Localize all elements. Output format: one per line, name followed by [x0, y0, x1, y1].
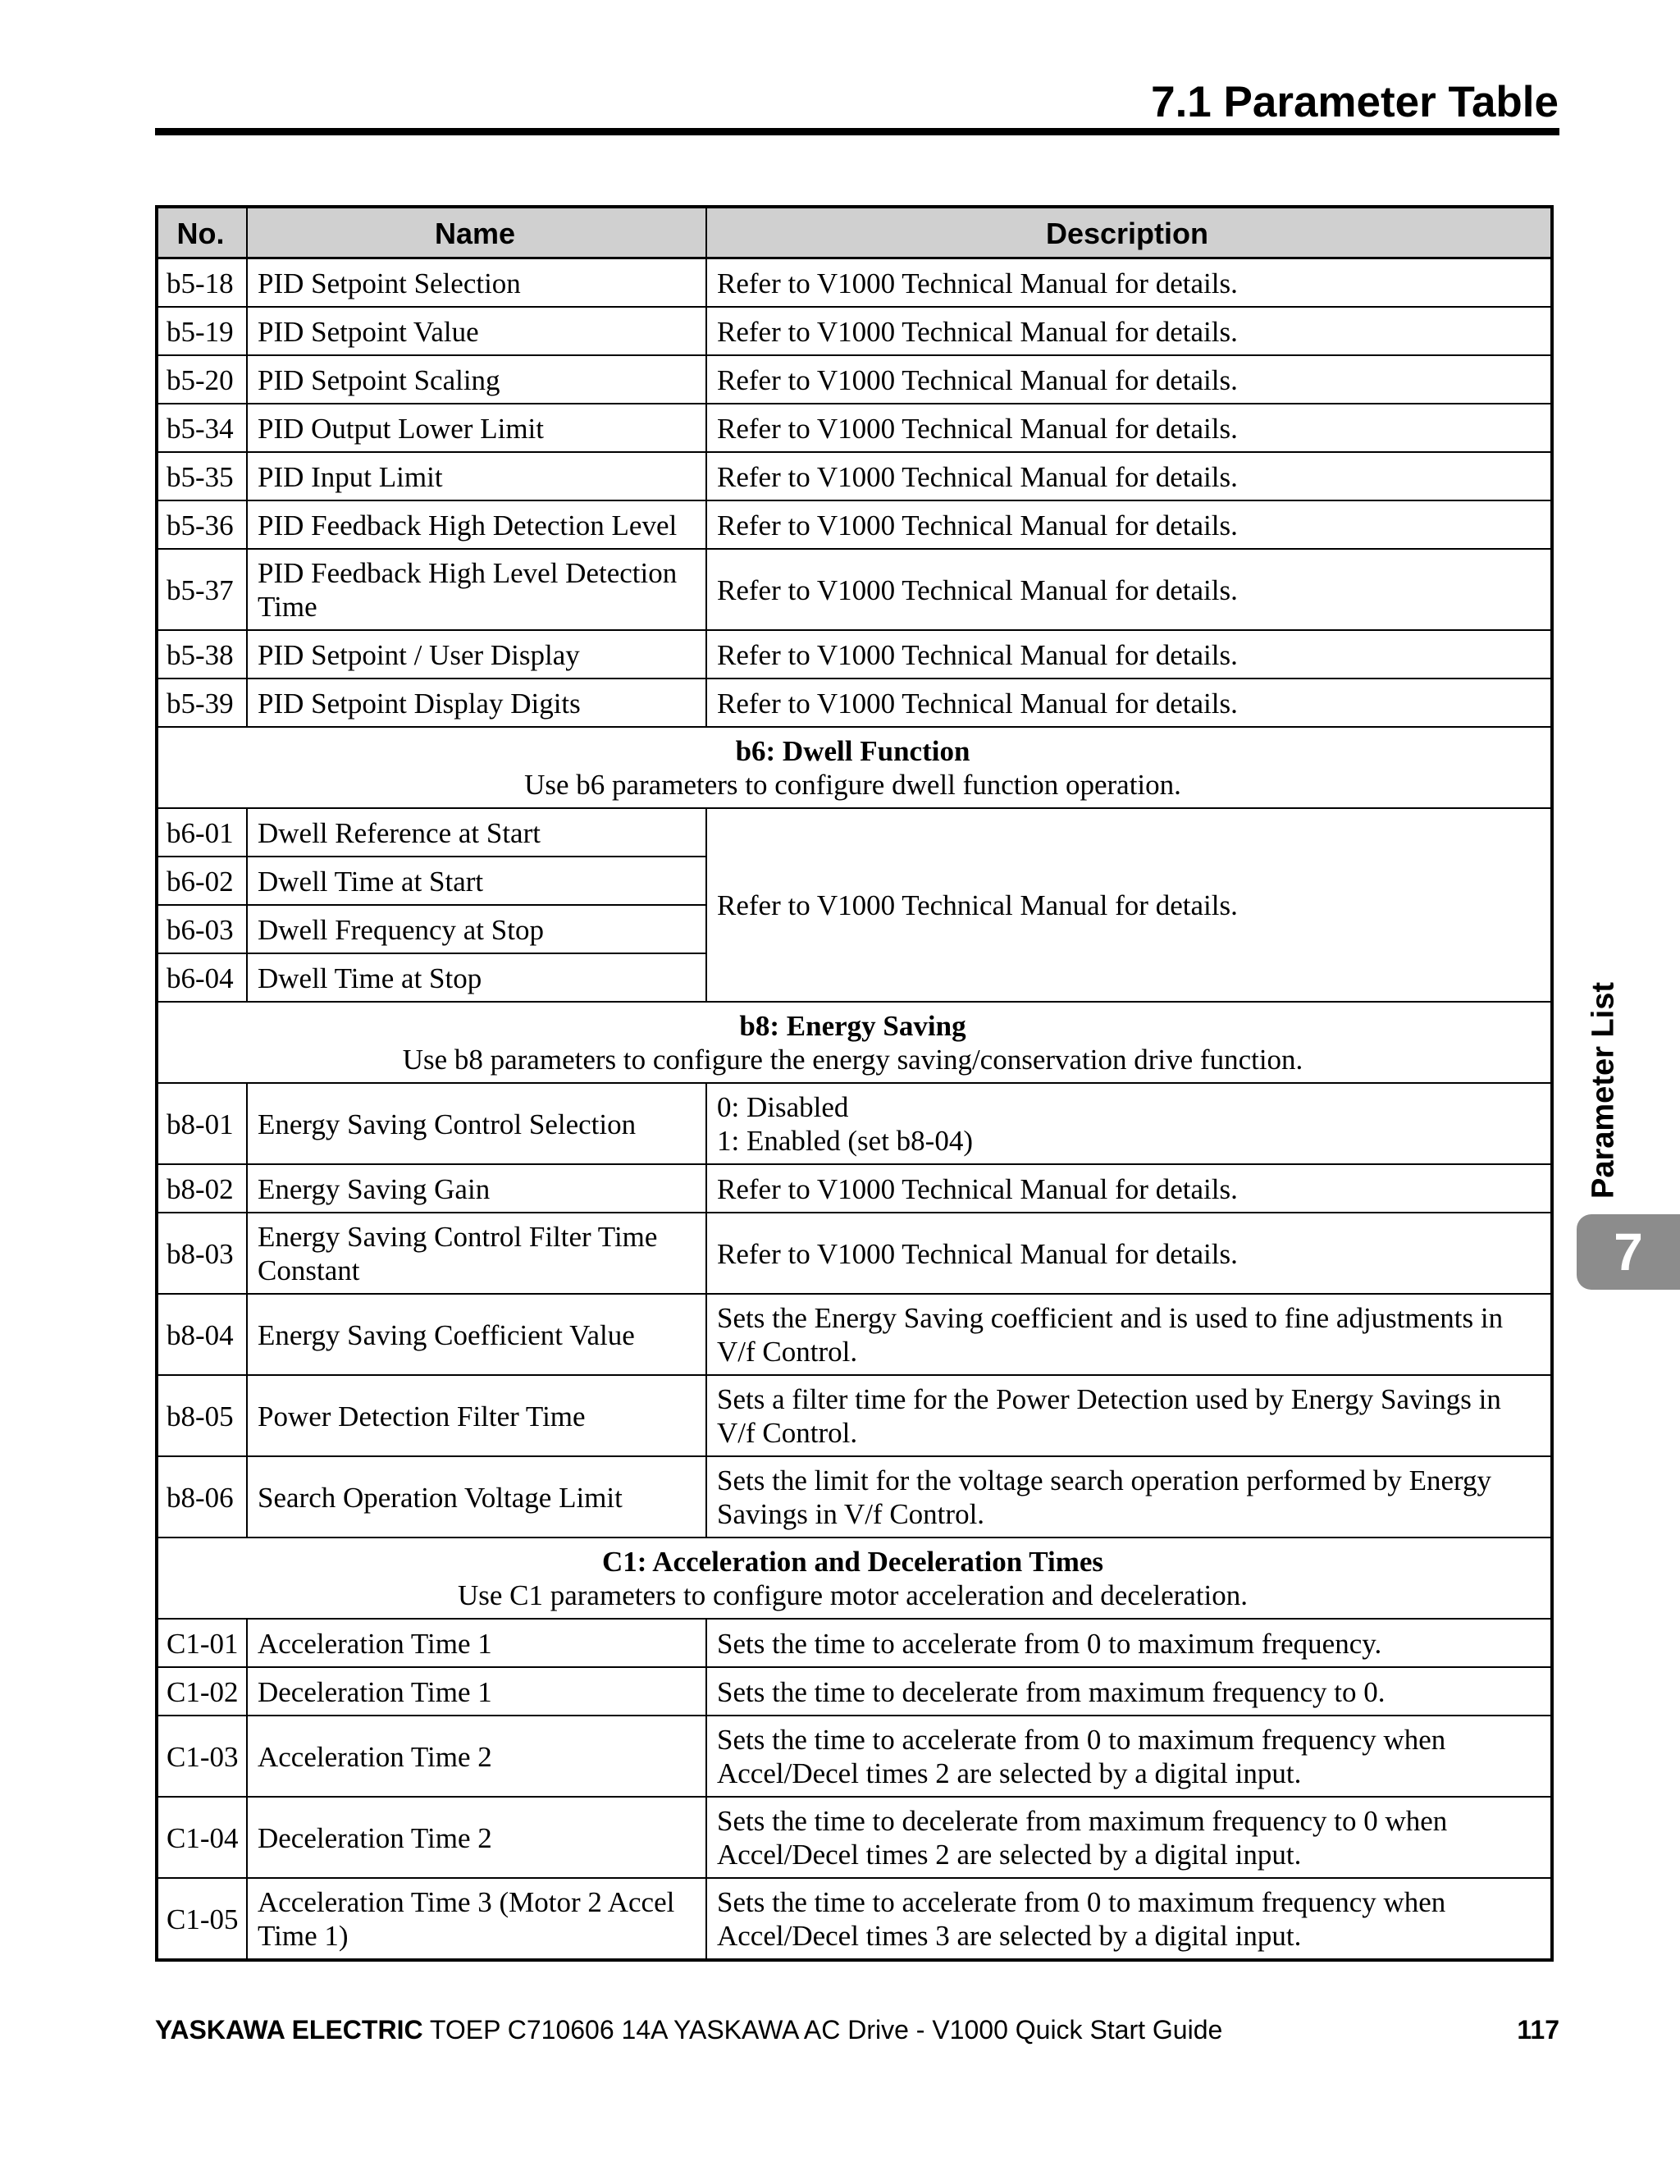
param-description: Refer to V1000 Technical Manual for details.	[706, 1164, 1552, 1213]
footer-brand: YASKAWA ELECTRIC	[155, 2015, 423, 2045]
param-name: Acceleration Time 1	[247, 1619, 706, 1667]
param-description: Sets the time to accelerate from 0 to maximum frequency.	[706, 1619, 1552, 1667]
param-no: b5-38	[157, 630, 247, 679]
table-row	[157, 1164, 1552, 1213]
param-name: Dwell Frequency at Stop	[247, 905, 706, 953]
param-no: C1-02	[157, 1667, 247, 1716]
group-header-row	[157, 1002, 1552, 1083]
page-title: 7.1 Parameter Table	[1151, 78, 1559, 126]
table-row	[157, 1456, 1552, 1537]
param-description: Refer to V1000 Technical Manual for details.	[706, 630, 1552, 679]
param-name: PID Input Limit	[247, 452, 706, 500]
param-name: PID Setpoint Scaling	[247, 355, 706, 404]
param-description: Refer to V1000 Technical Manual for details.	[706, 808, 1552, 1002]
param-description: Refer to V1000 Technical Manual for details.	[706, 452, 1552, 500]
group-title: b6: Dwell Function	[735, 735, 970, 767]
column-header-description: Description	[706, 207, 1552, 258]
group-subtitle: Use C1 parameters to configure motor acceleration and deceleration.	[457, 1579, 1249, 1611]
param-no: b5-19	[157, 307, 247, 355]
group-header-b8	[157, 1002, 1552, 1083]
table-row	[157, 404, 1552, 452]
group-header-row	[157, 727, 1552, 808]
param-name: PID Setpoint Selection	[247, 258, 706, 308]
param-no: b6-02	[157, 857, 247, 905]
param-no: b8-05	[157, 1375, 247, 1456]
table-row	[157, 1797, 1552, 1878]
table-row	[157, 549, 1552, 630]
chapter-tab: 7	[1577, 1214, 1680, 1290]
param-name: Energy Saving Control Selection	[247, 1083, 706, 1164]
param-name: Power Detection Filter Time	[247, 1375, 706, 1456]
table-row	[157, 1878, 1552, 1960]
table-row	[157, 452, 1552, 500]
param-description: Sets the limit for the voltage search operation performed by Energy Savings in V/f Control.	[706, 1456, 1552, 1537]
param-no: b5-39	[157, 679, 247, 727]
param-name: PID Feedback High Detection Level	[247, 500, 706, 549]
group-subtitle: Use b8 parameters to configure the energy saving/conservation drive function.	[402, 1044, 1303, 1076]
page-footer	[155, 2015, 1559, 2045]
param-description: Sets the time to accelerate from 0 to maximum frequency when Accel/Decel times 2 are selected by a digital input.	[706, 1716, 1552, 1797]
param-no: b8-04	[157, 1294, 247, 1375]
table-row	[157, 1213, 1552, 1294]
param-no: b5-34	[157, 404, 247, 452]
title-rule	[155, 128, 1559, 135]
param-name: Energy Saving Coefficient Value	[247, 1294, 706, 1375]
param-no: b5-20	[157, 355, 247, 404]
param-no: b8-03	[157, 1213, 247, 1294]
param-name: PID Setpoint Display Digits	[247, 679, 706, 727]
param-name: Dwell Time at Stop	[247, 953, 706, 1002]
group-header-b6	[157, 727, 1552, 808]
param-no: b5-18	[157, 258, 247, 308]
param-description: Refer to V1000 Technical Manual for details.	[706, 679, 1552, 727]
group-header-row	[157, 1537, 1552, 1619]
param-name: Deceleration Time 1	[247, 1667, 706, 1716]
param-no: b8-01	[157, 1083, 247, 1164]
table-row	[157, 307, 1552, 355]
table-row	[157, 355, 1552, 404]
param-no: C1-01	[157, 1619, 247, 1667]
param-no: C1-03	[157, 1716, 247, 1797]
param-name: Dwell Time at Start	[247, 857, 706, 905]
param-no: C1-05	[157, 1878, 247, 1960]
param-no: b6-03	[157, 905, 247, 953]
param-description: Sets the time to decelerate from maximum frequency to 0.	[706, 1667, 1552, 1716]
param-description: Refer to V1000 Technical Manual for details.	[706, 258, 1552, 308]
table-row	[157, 1294, 1552, 1375]
parameter-table	[155, 205, 1554, 1962]
group-subtitle: Use b6 parameters to configure dwell function operation.	[524, 769, 1181, 801]
param-no: b8-02	[157, 1164, 247, 1213]
param-no: b5-37	[157, 549, 247, 630]
param-no: b5-36	[157, 500, 247, 549]
table-row	[157, 1619, 1552, 1667]
param-description: Sets the Energy Saving coefficient and is used to fine adjustments in V/f Control.	[706, 1294, 1552, 1375]
param-name: Deceleration Time 2	[247, 1797, 706, 1878]
param-description: Refer to V1000 Technical Manual for details.	[706, 500, 1552, 549]
table-row	[157, 500, 1552, 549]
chapter-side-label-text: Parameter List	[1586, 981, 1621, 1199]
param-name: PID Feedback High Level Detection Time	[247, 549, 706, 630]
param-no: b5-35	[157, 452, 247, 500]
param-no: b6-01	[157, 808, 247, 857]
table-row	[157, 258, 1552, 308]
table-row	[157, 1375, 1552, 1456]
param-description: Refer to V1000 Technical Manual for details.	[706, 404, 1552, 452]
column-header-name: Name	[247, 207, 706, 258]
param-name: Energy Saving Gain	[247, 1164, 706, 1213]
chapter-side-label	[1582, 981, 1625, 1199]
param-no: C1-04	[157, 1797, 247, 1878]
page-number: 117	[1517, 2015, 1559, 2045]
table-row	[157, 1667, 1552, 1716]
param-description: Refer to V1000 Technical Manual for details.	[706, 1213, 1552, 1294]
footer-doc-title: TOEP C710606 14A YASKAWA AC Drive - V1000 Quick Start Guide	[429, 2015, 1223, 2045]
table-row	[157, 1716, 1552, 1797]
param-name: Dwell Reference at Start	[247, 808, 706, 857]
group-title: b8: Energy Saving	[739, 1010, 966, 1042]
param-name: Energy Saving Control Filter Time Constant	[247, 1213, 706, 1294]
option-line: 1: Enabled (set b8-04)	[717, 1125, 973, 1157]
group-title: C1: Acceleration and Deceleration Times	[601, 1546, 1104, 1578]
param-description: Refer to V1000 Technical Manual for details.	[706, 307, 1552, 355]
column-header-no: No.	[157, 207, 247, 258]
param-no: b8-06	[157, 1456, 247, 1537]
param-description: Sets the time to accelerate from 0 to maximum frequency when Accel/Decel times 3 are selected by a digital input.	[706, 1878, 1552, 1960]
param-description: Refer to V1000 Technical Manual for details.	[706, 355, 1552, 404]
param-name: PID Output Lower Limit	[247, 404, 706, 452]
option-line: 0: Disabled	[717, 1091, 849, 1123]
table-row	[157, 679, 1552, 727]
param-name: PID Setpoint / User Display	[247, 630, 706, 679]
param-description: Sets a filter time for the Power Detection used by Energy Savings in V/f Control.	[706, 1375, 1552, 1456]
group-header-c1	[157, 1537, 1552, 1619]
param-no: b6-04	[157, 953, 247, 1002]
param-name: Acceleration Time 3 (Motor 2 Accel Time 1)	[247, 1878, 706, 1960]
param-name: Search Operation Voltage Limit	[247, 1456, 706, 1537]
table-header-row	[157, 207, 1552, 258]
param-name: PID Setpoint Value	[247, 307, 706, 355]
table-row	[157, 1083, 1552, 1164]
param-description	[706, 1083, 1552, 1164]
param-description: Refer to V1000 Technical Manual for details.	[706, 549, 1552, 630]
param-name: Acceleration Time 2	[247, 1716, 706, 1797]
param-description: Sets the time to decelerate from maximum frequency to 0 when Accel/Decel times 2 are selected by a digital input.	[706, 1797, 1552, 1878]
table-row	[157, 630, 1552, 679]
table-row	[157, 808, 1552, 857]
